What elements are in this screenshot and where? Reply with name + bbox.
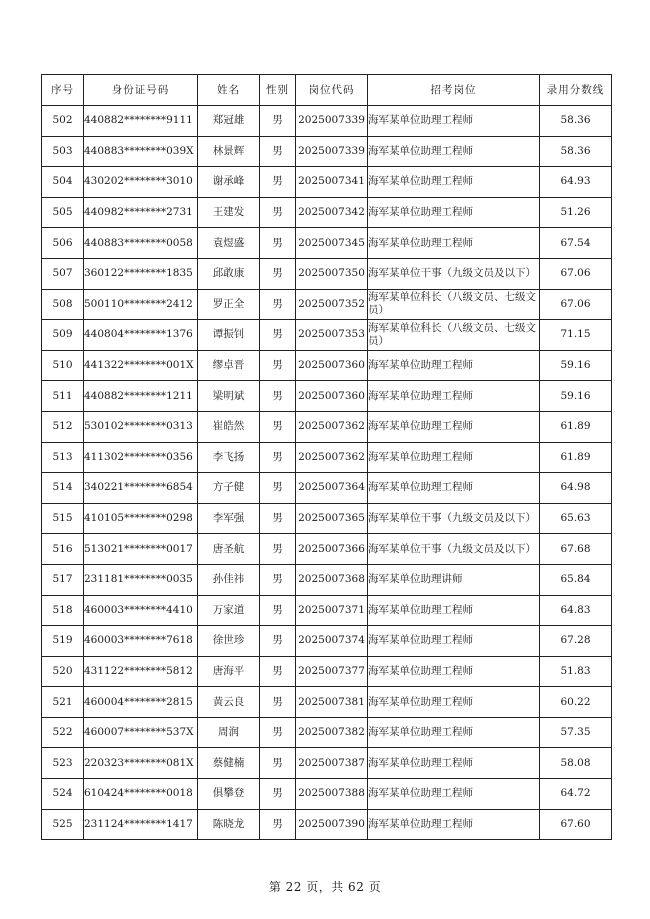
cell-serial-number: 502 — [42, 106, 84, 137]
header-score: 录用分数线 — [540, 75, 612, 106]
cell-name: 崔皓然 — [198, 411, 260, 442]
cell-name: 谢承峰 — [198, 167, 260, 198]
cell-post-title: 海军某单位助理工程师 — [368, 381, 540, 412]
cell-id-number: 440804********1376 — [84, 320, 198, 351]
cell-score: 65.84 — [540, 564, 612, 595]
cell-id-number: 231124********1417 — [84, 809, 198, 840]
cell-id-number: 500110********2412 — [84, 289, 198, 320]
header-code: 岗位代码 — [296, 75, 368, 106]
cell-score: 71.15 — [540, 320, 612, 351]
cell-post-title: 海军某单位助理工程师 — [368, 167, 540, 198]
cell-post-title: 海军某单位助理工程师 — [368, 687, 540, 718]
table-row — [42, 626, 612, 657]
cell-sex: 男 — [260, 106, 296, 137]
cell-post-code: 2025007353 — [296, 320, 368, 351]
cell-serial-number: 511 — [42, 381, 84, 412]
cell-sex: 男 — [260, 381, 296, 412]
table-row — [42, 289, 612, 320]
admission-table — [41, 74, 612, 840]
cell-id-number: 460003********7618 — [84, 626, 198, 657]
cell-serial-number: 506 — [42, 228, 84, 259]
cell-post-code: 2025007390 — [296, 809, 368, 840]
cell-post-title: 海军某单位干事（九级文员及以下） — [368, 258, 540, 289]
table-row — [42, 748, 612, 779]
cell-id-number: 360122********1835 — [84, 258, 198, 289]
cell-name: 孙佳祎 — [198, 564, 260, 595]
header-name: 姓名 — [198, 75, 260, 106]
cell-score: 61.89 — [540, 411, 612, 442]
cell-serial-number: 520 — [42, 656, 84, 687]
cell-post-title: 海军某单位助理工程师 — [368, 197, 540, 228]
cell-name: 谭振钊 — [198, 320, 260, 351]
cell-post-code: 2025007388 — [296, 779, 368, 810]
table-row — [42, 228, 612, 259]
table-body — [42, 106, 612, 840]
cell-score: 61.89 — [540, 442, 612, 473]
cell-sex: 男 — [260, 411, 296, 442]
cell-serial-number: 517 — [42, 564, 84, 595]
cell-post-title: 海军某单位助理工程师 — [368, 779, 540, 810]
cell-sex: 男 — [260, 228, 296, 259]
cell-serial-number: 507 — [42, 258, 84, 289]
table-row — [42, 809, 612, 840]
cell-post-title: 海军某单位助理工程师 — [368, 748, 540, 779]
cell-sex: 男 — [260, 350, 296, 381]
cell-sex: 男 — [260, 748, 296, 779]
table-row — [42, 167, 612, 198]
cell-sex: 男 — [260, 779, 296, 810]
cell-sex: 男 — [260, 136, 296, 167]
table-row — [42, 656, 612, 687]
cell-serial-number: 515 — [42, 503, 84, 534]
cell-name: 李军强 — [198, 503, 260, 534]
cell-post-title: 海军某单位助理工程师 — [368, 106, 540, 137]
cell-score: 58.36 — [540, 106, 612, 137]
cell-sex: 男 — [260, 564, 296, 595]
cell-score: 64.83 — [540, 595, 612, 626]
cell-sex: 男 — [260, 473, 296, 504]
cell-name: 蔡健楠 — [198, 748, 260, 779]
cell-serial-number: 508 — [42, 289, 84, 320]
cell-serial-number: 504 — [42, 167, 84, 198]
page-footer: 第 22 页，共 62 页 — [268, 880, 382, 894]
cell-sex: 男 — [260, 442, 296, 473]
cell-post-code: 2025007352 — [296, 289, 368, 320]
cell-post-title: 海军某单位科长（八级文员、七级文员） — [368, 289, 540, 320]
cell-score: 60.22 — [540, 687, 612, 718]
cell-serial-number: 514 — [42, 473, 84, 504]
table-row — [42, 136, 612, 167]
cell-serial-number: 503 — [42, 136, 84, 167]
cell-id-number: 460007********537X — [84, 717, 198, 748]
cell-score: 57.35 — [540, 717, 612, 748]
cell-id-number: 441322********001X — [84, 350, 198, 381]
table-row — [42, 473, 612, 504]
cell-id-number: 431122********5812 — [84, 656, 198, 687]
cell-sex: 男 — [260, 687, 296, 718]
cell-id-number: 610424********0018 — [84, 779, 198, 810]
cell-post-code: 2025007339 — [296, 136, 368, 167]
cell-serial-number: 521 — [42, 687, 84, 718]
cell-id-number: 440982********2731 — [84, 197, 198, 228]
cell-post-title: 海军某单位助理工程师 — [368, 656, 540, 687]
cell-post-code: 2025007345 — [296, 228, 368, 259]
cell-serial-number: 518 — [42, 595, 84, 626]
table-row — [42, 258, 612, 289]
cell-name: 陈晓龙 — [198, 809, 260, 840]
cell-score: 51.83 — [540, 656, 612, 687]
cell-id-number: 411302********0356 — [84, 442, 198, 473]
cell-name: 袁煜盛 — [198, 228, 260, 259]
cell-id-number: 460003********4410 — [84, 595, 198, 626]
table-row — [42, 534, 612, 565]
cell-name: 唐圣航 — [198, 534, 260, 565]
cell-serial-number: 505 — [42, 197, 84, 228]
cell-serial-number: 516 — [42, 534, 84, 565]
cell-post-title: 海军某单位助理工程师 — [368, 228, 540, 259]
cell-name: 罗正全 — [198, 289, 260, 320]
cell-id-number: 430202********3010 — [84, 167, 198, 198]
cell-score: 51.26 — [540, 197, 612, 228]
cell-id-number: 440883********0058 — [84, 228, 198, 259]
cell-name: 李飞扬 — [198, 442, 260, 473]
cell-id-number: 231181********0035 — [84, 564, 198, 595]
cell-sex: 男 — [260, 197, 296, 228]
cell-post-code: 2025007342 — [296, 197, 368, 228]
cell-name: 徐世珍 — [198, 626, 260, 657]
cell-post-code: 2025007364 — [296, 473, 368, 504]
table-row — [42, 564, 612, 595]
table-row — [42, 411, 612, 442]
cell-score: 64.72 — [540, 779, 612, 810]
table-row — [42, 381, 612, 412]
table-row — [42, 717, 612, 748]
cell-post-code: 2025007360 — [296, 350, 368, 381]
cell-sex: 男 — [260, 809, 296, 840]
cell-id-number: 340221********6854 — [84, 473, 198, 504]
cell-post-title: 海军某单位助理工程师 — [368, 626, 540, 657]
cell-name: 林景辉 — [198, 136, 260, 167]
cell-score: 67.06 — [540, 258, 612, 289]
cell-score: 67.28 — [540, 626, 612, 657]
cell-sex: 男 — [260, 503, 296, 534]
cell-name: 方子健 — [198, 473, 260, 504]
cell-score: 65.63 — [540, 503, 612, 534]
cell-post-title: 海军某单位助理工程师 — [368, 809, 540, 840]
cell-sex: 男 — [260, 289, 296, 320]
header-no: 序号 — [42, 75, 84, 106]
cell-post-title: 海军某单位助理工程师 — [368, 595, 540, 626]
cell-post-code: 2025007368 — [296, 564, 368, 595]
cell-post-code: 2025007366 — [296, 534, 368, 565]
cell-serial-number: 510 — [42, 350, 84, 381]
cell-post-code: 2025007381 — [296, 687, 368, 718]
cell-post-title: 海军某单位干事（九级文员及以下） — [368, 503, 540, 534]
cell-serial-number: 512 — [42, 411, 84, 442]
header-sex: 性别 — [260, 75, 296, 106]
cell-post-code: 2025007339 — [296, 106, 368, 137]
cell-post-code: 2025007341 — [296, 167, 368, 198]
table-row — [42, 595, 612, 626]
cell-sex: 男 — [260, 534, 296, 565]
cell-serial-number: 513 — [42, 442, 84, 473]
cell-serial-number: 509 — [42, 320, 84, 351]
cell-score: 67.54 — [540, 228, 612, 259]
cell-post-title: 海军某单位助理讲师 — [368, 564, 540, 595]
cell-post-code: 2025007382 — [296, 717, 368, 748]
cell-post-title: 海军某单位助理工程师 — [368, 473, 540, 504]
cell-name: 周润 — [198, 717, 260, 748]
cell-post-title: 海军某单位干事（九级文员及以下） — [368, 534, 540, 565]
table-row — [42, 442, 612, 473]
cell-score: 64.93 — [540, 167, 612, 198]
header-id: 身份证号码 — [84, 75, 198, 106]
cell-post-code: 2025007362 — [296, 442, 368, 473]
cell-id-number: 513021********0017 — [84, 534, 198, 565]
cell-score: 58.08 — [540, 748, 612, 779]
table-row — [42, 350, 612, 381]
cell-name: 万家道 — [198, 595, 260, 626]
cell-score: 58.36 — [540, 136, 612, 167]
cell-post-code: 2025007377 — [296, 656, 368, 687]
cell-post-title: 海军某单位助理工程师 — [368, 717, 540, 748]
cell-score: 59.16 — [540, 381, 612, 412]
table-row — [42, 687, 612, 718]
cell-sex: 男 — [260, 626, 296, 657]
table-row — [42, 779, 612, 810]
cell-name: 缪卓晋 — [198, 350, 260, 381]
cell-id-number: 410105********0298 — [84, 503, 198, 534]
cell-name: 郑冠雄 — [198, 106, 260, 137]
cell-post-title: 海军某单位助理工程师 — [368, 411, 540, 442]
cell-score: 64.98 — [540, 473, 612, 504]
cell-post-code: 2025007362 — [296, 411, 368, 442]
header-post: 招考岗位 — [368, 75, 540, 106]
cell-post-title: 海军某单位助理工程师 — [368, 350, 540, 381]
cell-post-code: 2025007387 — [296, 748, 368, 779]
cell-serial-number: 523 — [42, 748, 84, 779]
cell-post-title: 海军某单位助理工程师 — [368, 442, 540, 473]
cell-id-number: 440882********1211 — [84, 381, 198, 412]
cell-post-code: 2025007350 — [296, 258, 368, 289]
cell-score: 59.16 — [540, 350, 612, 381]
cell-post-code: 2025007374 — [296, 626, 368, 657]
table-row — [42, 503, 612, 534]
cell-serial-number: 519 — [42, 626, 84, 657]
cell-name: 唐海平 — [198, 656, 260, 687]
cell-post-code: 2025007365 — [296, 503, 368, 534]
cell-post-code: 2025007371 — [296, 595, 368, 626]
cell-name: 王建发 — [198, 197, 260, 228]
cell-sex: 男 — [260, 320, 296, 351]
cell-name: 黄云良 — [198, 687, 260, 718]
cell-sex: 男 — [260, 167, 296, 198]
cell-id-number: 220323********081X — [84, 748, 198, 779]
cell-name: 邱敢康 — [198, 258, 260, 289]
cell-score: 67.68 — [540, 534, 612, 565]
table-row — [42, 197, 612, 228]
cell-name: 梁明斌 — [198, 381, 260, 412]
cell-serial-number: 524 — [42, 779, 84, 810]
cell-score: 67.60 — [540, 809, 612, 840]
cell-id-number: 530102********0313 — [84, 411, 198, 442]
cell-post-title: 海军某单位科长（八级文员、七级文员） — [368, 320, 540, 351]
cell-id-number: 440883********039X — [84, 136, 198, 167]
table-row — [42, 106, 612, 137]
table-row — [42, 320, 612, 351]
cell-name: 俱攀登 — [198, 779, 260, 810]
cell-id-number: 460004********2815 — [84, 687, 198, 718]
cell-serial-number: 522 — [42, 717, 84, 748]
cell-sex: 男 — [260, 656, 296, 687]
cell-id-number: 440882********9111 — [84, 106, 198, 137]
cell-post-code: 2025007360 — [296, 381, 368, 412]
cell-sex: 男 — [260, 258, 296, 289]
cell-post-title: 海军某单位助理工程师 — [368, 136, 540, 167]
cell-sex: 男 — [260, 717, 296, 748]
cell-sex: 男 — [260, 595, 296, 626]
table-header-row — [42, 75, 612, 106]
cell-serial-number: 525 — [42, 809, 84, 840]
cell-score: 67.06 — [540, 289, 612, 320]
